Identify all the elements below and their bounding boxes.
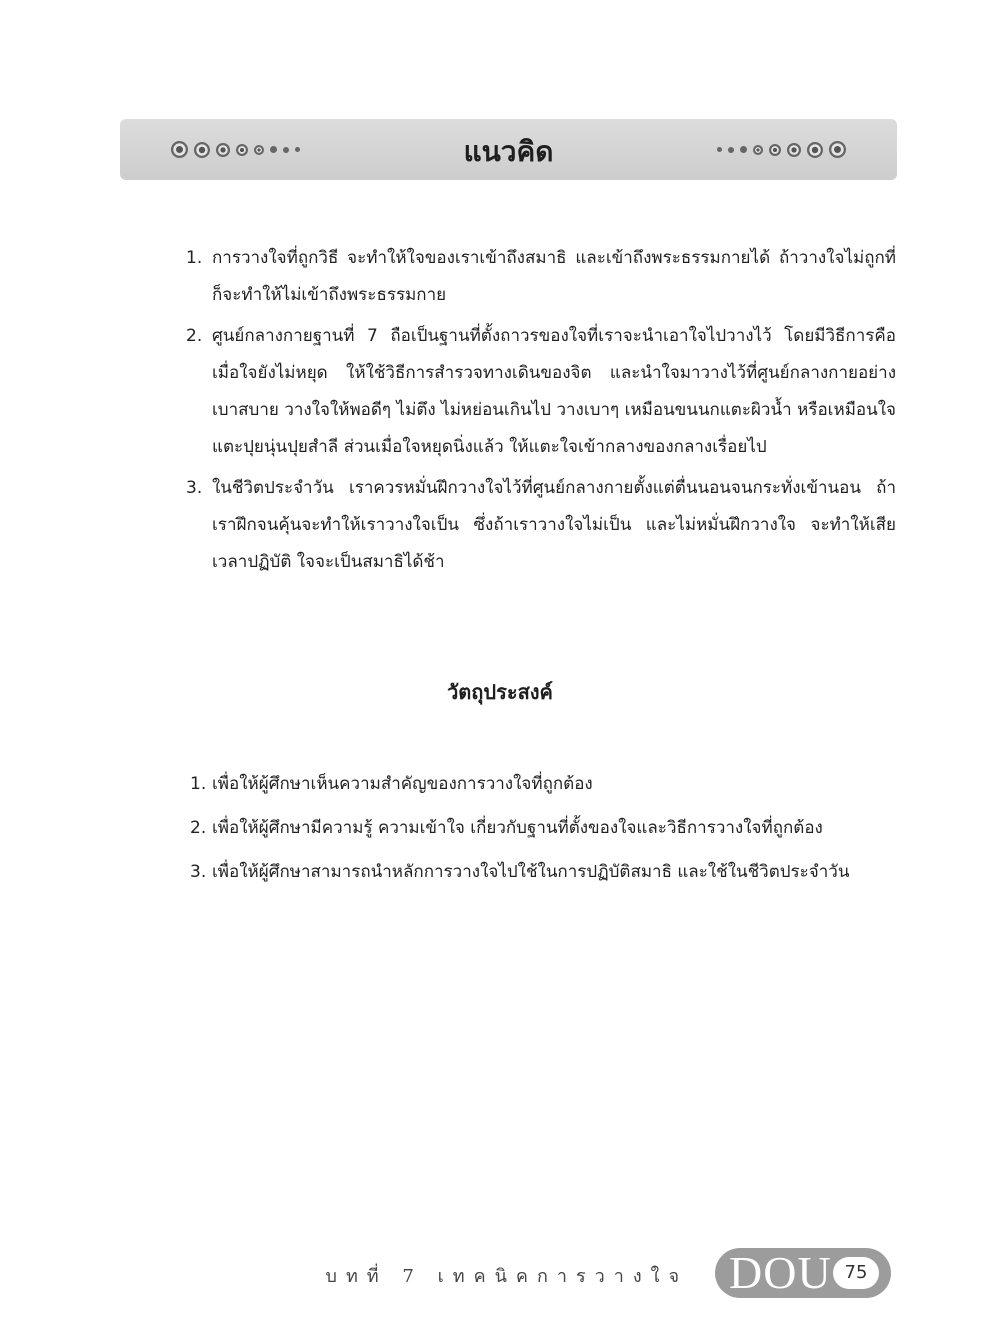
dot-icon (740, 146, 747, 153)
objectives-list (0, 762, 1000, 894)
dot-icon (769, 144, 781, 156)
dot-icon (753, 145, 763, 155)
dot-icon (807, 142, 823, 158)
footer-badge (715, 1248, 891, 1298)
concept-number: 3. (186, 478, 203, 498)
page-number: 75 (833, 1257, 879, 1289)
concept-item (186, 470, 896, 581)
dot-icon (728, 147, 734, 153)
objective-item (190, 806, 912, 850)
objective-text: เพื่อให้ผู้ศึกษาสามารถนำหลักการวางใจไปใช้ในการปฏิบัติสมาธิ และใช้ในชีวิตประจำวัน (212, 862, 850, 882)
concepts-section (0, 240, 1000, 585)
concepts-list (0, 240, 1000, 581)
objective-item (190, 850, 912, 894)
dou-logo: DOU (729, 1247, 832, 1298)
concept-number: 1. (186, 248, 203, 268)
concept-number: 2. (186, 326, 203, 346)
header-dots-right (714, 119, 849, 180)
footer-chapter-title: บทที่ 7 เทคนิคการวางใจ (325, 1266, 688, 1287)
objectives-title: วัตถุประสงค์ (447, 680, 553, 704)
dot-icon (787, 143, 801, 157)
concept-text: ศูนย์กลางกายฐานที่ 7 ถือเป็นฐานที่ตั้งถาวรของใจที่เราจะนำเอาใจไปวางไว้ โดยมีวิธีการคือ เมื่อใจยังไม่หยุด ให้ใช้วิธีการสำรวจทางเดินของจิต และนำใจมาวางไว้ที่ศูนย์กลางกายอย่างเบาสบาย วางใจให้พอดีๆ ไม่ตึง ไม่หย่อนเกินไป วางเบาๆ เหมือนขนนกแตะผิวน้ำ หรือเหมือนใจแตะปุยนุ่นปุยสำลี ส่วนเมื่อใจหยุดนิ่งแล้ว ให้แตะใจเข้ากลางของกลางเรื่อยไป (212, 326, 896, 457)
objectives-section (0, 762, 1000, 894)
dot-icon (717, 147, 722, 152)
concept-text: ในชีวิตประจำวัน เราควรหมั่นฝึกวางใจไว้ที่ศูนย์กลางกายตั้งแต่ตื่นนอนจนกระทั่งเข้านอน ถ้าเราฝึกจนคุ้นจะทำให้เราวางใจเป็น ซึ่งถ้าเราวางใจไม่เป็น และไม่หมั่นฝึกวางใจ จะทำให้เสียเวลาปฏิบัติ ใจจะเป็นสมาธิได้ช้า (212, 478, 896, 572)
objective-text: เพื่อให้ผู้ศึกษามีความรู้ ความเข้าใจ เกี่ยวกับฐานที่ตั้งของใจและวิธีการวางใจที่ถูกต้อง (212, 818, 823, 838)
header-band (120, 119, 897, 180)
objective-item (190, 762, 912, 806)
objective-number: 3. (190, 862, 207, 882)
page-title: แนวคิด (463, 135, 554, 168)
dot-icon (829, 141, 846, 158)
concept-item (186, 318, 896, 466)
objective-number: 2. (190, 818, 207, 838)
objective-number: 1. (190, 774, 207, 794)
objective-text: เพื่อให้ผู้ศึกษาเห็นความสำคัญของการวางใจที่ถูกต้อง (212, 774, 593, 794)
concept-text: การวางใจที่ถูกวิธี จะทำให้ใจของเราเข้าถึงสมาธิ และเข้าถึงพระธรรมกายได้ ถ้าวางใจไม่ถูกที่ ก็จะทำให้ไม่เข้าถึงพระธรรมกาย (212, 248, 896, 305)
concept-item (186, 240, 896, 314)
